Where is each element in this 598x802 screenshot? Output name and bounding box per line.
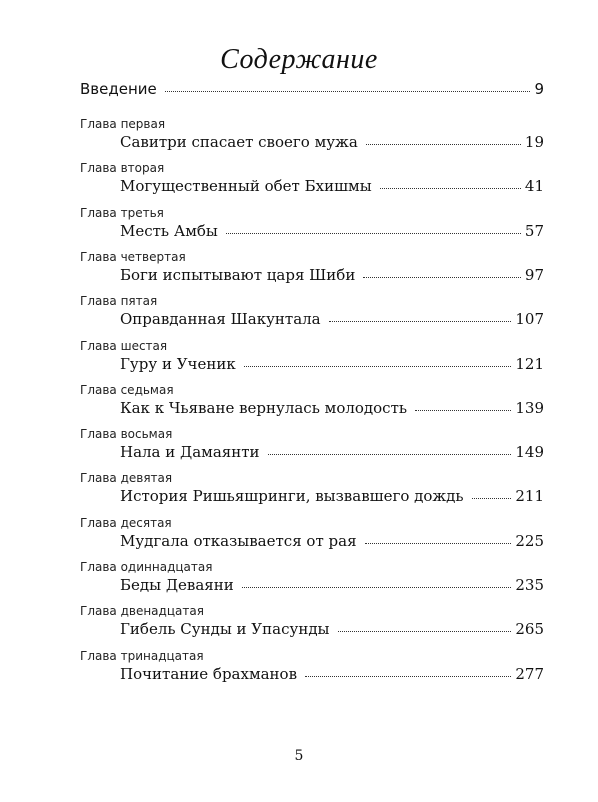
toc-page-number: 107 [515,310,544,328]
toc-entry-title: Гуру и Ученик [120,355,236,373]
toc-entry[interactable] [120,620,544,640]
dot-leader [244,365,512,367]
toc-page-number: 9 [534,80,544,98]
dot-leader [242,586,512,588]
dot-leader [329,320,512,322]
toc-entry-intro[interactable] [80,80,544,100]
chapter-label: Глава одиннадцатая [80,560,213,574]
dot-leader [415,409,511,411]
toc-page-number: 277 [515,665,544,683]
toc-entry-title: Почитание брахманов [120,665,298,683]
toc-entry-title: Савитри спасает своего мужа [120,133,358,151]
chapter-label: Глава пятая [80,294,158,308]
toc-page-number: 225 [515,532,544,550]
toc-entry-title: Месть Амбы [120,222,218,240]
toc-entry-title: Как к Чьяване вернулась молодость [120,399,408,417]
chapter-label: Глава десятая [80,516,172,530]
chapter-label: Глава двенадцатая [80,604,204,618]
toc-page-number: 57 [524,222,544,240]
dot-leader [472,497,512,499]
toc-page-number: 235 [515,576,544,594]
toc-entry[interactable] [120,443,544,463]
toc-entry-title: Могущественный обет Бхишмы [120,177,372,195]
toc-page-number: 121 [515,355,544,373]
toc-page-number: 41 [524,177,544,195]
toc-page-number: 19 [524,133,544,151]
toc-page-number: 97 [524,266,544,284]
toc-entry[interactable] [120,222,544,242]
toc-entry-title: Мудгала отказывается от рая [120,532,357,550]
toc-entry[interactable] [120,266,544,286]
toc-entry[interactable] [120,355,544,375]
chapter-label: Глава первая [80,117,166,131]
toc-entry[interactable] [120,532,544,552]
toc-entry-title: Нала и Дамаянти [120,443,260,461]
toc-page-number: 211 [515,487,544,505]
toc-entry[interactable] [120,399,544,419]
dot-leader [338,630,512,632]
chapter-label: Глава девятая [80,471,173,485]
toc-entry-title: Оправданная Шакунтала [120,310,321,328]
chapter-label: Глава седьмая [80,383,174,397]
dot-leader [268,453,512,455]
toc-page-number: 139 [515,399,544,417]
dot-leader [380,187,521,189]
dot-leader [305,675,511,677]
chapter-label: Глава тринадцатая [80,649,204,663]
chapter-label: Глава восьмая [80,427,173,441]
dot-leader [365,542,512,544]
toc-entry[interactable] [120,310,544,330]
toc-entry-title: История Ришьяшринги, вызвавшего дождь [120,487,464,505]
toc-entry-title: Гибель Сунды и Упасунды [120,620,330,638]
chapter-label: Глава четвертая [80,250,186,264]
dot-leader [363,276,521,278]
toc-entry[interactable] [120,665,544,685]
toc-entry[interactable] [120,133,544,153]
toc-page-number: 149 [515,443,544,461]
toc-entry-title: Введение [80,80,157,98]
toc-entry[interactable] [120,487,544,507]
chapter-label: Глава шестая [80,339,168,353]
toc-entry[interactable] [120,576,544,596]
dot-leader [226,232,521,234]
dot-leader [366,143,521,145]
toc-page-number: 265 [515,620,544,638]
page-title: Содержание [220,44,378,75]
toc-entry-title: Боги испытывают царя Шиби [120,266,356,284]
dot-leader [165,90,531,92]
toc-entry-title: Беды Деваяни [120,576,234,594]
page-number: 5 [294,748,304,764]
chapter-label: Глава вторая [80,161,165,175]
toc-entry[interactable] [120,177,544,197]
chapter-label: Глава третья [80,206,164,220]
